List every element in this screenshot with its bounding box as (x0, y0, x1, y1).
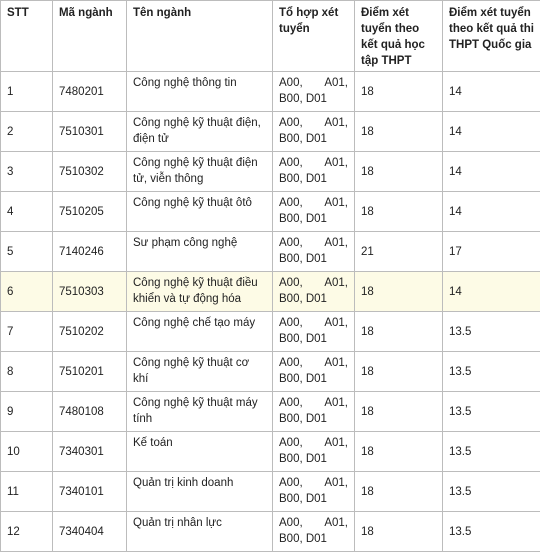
cell-subject-combo (273, 72, 355, 112)
cell-major-code: 7510302 (53, 152, 127, 192)
combo-b: A01, (324, 517, 348, 529)
combo-line-2: B00, D01 (279, 253, 327, 265)
cell-stt: 3 (1, 152, 53, 192)
cell-subject-combo (273, 472, 355, 512)
cell-score-thpt-qg: 14 (443, 272, 540, 312)
cell-major-code: 7340404 (53, 512, 127, 552)
combo-line-2: B00, D01 (279, 533, 327, 545)
header-score-hoc-ba: Điểm xét tuyển theo kết quả học tập THPT (355, 1, 443, 72)
cell-major-code: 7340101 (53, 472, 127, 512)
combo-line-1 (279, 155, 348, 171)
cell-subject-combo (273, 312, 355, 352)
cell-major-name: Công nghệ kỹ thuật cơ khí (127, 352, 273, 392)
table-row (1, 192, 540, 232)
cell-stt: 8 (1, 352, 53, 392)
header-score-thpt-qg: Điểm xét tuyển theo kết quả thi THPT Quốc gia (443, 1, 540, 72)
cell-subject-combo (273, 272, 355, 312)
header-major-code: Mã ngành (53, 1, 127, 72)
combo-a: A00, (279, 357, 303, 369)
cell-subject-combo (273, 512, 355, 552)
cell-score-hoc-ba: 18 (355, 432, 443, 472)
combo-a: A00, (279, 437, 303, 449)
combo-line-2: B00, D01 (279, 213, 327, 225)
combo-line-2: B00, D01 (279, 333, 327, 345)
cell-score-thpt-qg: 14 (443, 192, 540, 232)
cell-score-thpt-qg: 13.5 (443, 472, 540, 512)
cell-stt: 7 (1, 312, 53, 352)
combo-line-1 (279, 275, 348, 291)
cell-score-hoc-ba: 18 (355, 112, 443, 152)
combo-line-1 (279, 355, 348, 371)
cell-score-hoc-ba: 18 (355, 472, 443, 512)
combo-a: A00, (279, 397, 303, 409)
combo-b: A01, (324, 277, 348, 289)
table-row (1, 312, 540, 352)
header-subject-combo: Tổ hợp xét tuyển (273, 1, 355, 72)
combo-a: A00, (279, 477, 303, 489)
cell-stt: 9 (1, 392, 53, 432)
combo-line-2: B00, D01 (279, 373, 327, 385)
combo-line-1 (279, 235, 348, 251)
cell-stt: 12 (1, 512, 53, 552)
cell-subject-combo (273, 192, 355, 232)
table-row (1, 472, 540, 512)
cell-stt: 11 (1, 472, 53, 512)
cell-score-hoc-ba: 18 (355, 312, 443, 352)
table-row (1, 72, 540, 112)
cell-subject-combo (273, 152, 355, 192)
table-row (1, 432, 540, 472)
cell-stt: 5 (1, 232, 53, 272)
combo-a: A00, (279, 277, 303, 289)
table-header (1, 1, 540, 72)
cell-subject-combo (273, 432, 355, 472)
combo-line-1 (279, 115, 348, 131)
cell-major-code: 7480108 (53, 392, 127, 432)
cell-score-thpt-qg: 13.5 (443, 312, 540, 352)
cell-major-code: 7510202 (53, 312, 127, 352)
cell-major-name: Kế toán (127, 432, 273, 472)
table-body (1, 72, 540, 552)
cell-score-thpt-qg: 13.5 (443, 352, 540, 392)
cell-score-hoc-ba: 18 (355, 392, 443, 432)
combo-line-1 (279, 515, 348, 531)
cell-major-code: 7510201 (53, 352, 127, 392)
cell-score-thpt-qg: 13.5 (443, 392, 540, 432)
combo-a: A00, (279, 197, 303, 209)
combo-b: A01, (324, 437, 348, 449)
combo-a: A00, (279, 317, 303, 329)
cell-score-hoc-ba: 21 (355, 232, 443, 272)
cell-major-name: Công nghệ chế tạo máy (127, 312, 273, 352)
combo-b: A01, (324, 117, 348, 129)
cell-major-code: 7510205 (53, 192, 127, 232)
combo-line-1 (279, 475, 348, 491)
combo-a: A00, (279, 157, 303, 169)
combo-line-1 (279, 395, 348, 411)
combo-b: A01, (324, 77, 348, 89)
cell-score-hoc-ba: 18 (355, 152, 443, 192)
combo-b: A01, (324, 477, 348, 489)
cell-subject-combo (273, 112, 355, 152)
cell-major-code: 7510301 (53, 112, 127, 152)
combo-line-1 (279, 315, 348, 331)
combo-line-2: B00, D01 (279, 293, 327, 305)
cell-major-name: Công nghệ kỹ thuật điện, điện tử (127, 112, 273, 152)
table-row (1, 352, 540, 392)
combo-a: A00, (279, 517, 303, 529)
cell-subject-combo (273, 352, 355, 392)
combo-line-2: B00, D01 (279, 493, 327, 505)
cell-score-thpt-qg: 13.5 (443, 432, 540, 472)
cell-score-hoc-ba: 18 (355, 192, 443, 232)
cell-stt: 6 (1, 272, 53, 312)
table-row (1, 272, 540, 312)
combo-line-1 (279, 435, 348, 451)
combo-line-2: B00, D01 (279, 93, 327, 105)
combo-b: A01, (324, 197, 348, 209)
cell-major-name: Quản trị nhân lực (127, 512, 273, 552)
cell-major-code: 7340301 (53, 432, 127, 472)
combo-a: A00, (279, 77, 303, 89)
cell-major-code: 7480201 (53, 72, 127, 112)
header-major-name: Tên ngành (127, 1, 273, 72)
cell-major-name: Công nghệ kỹ thuật điện tử, viễn thông (127, 152, 273, 192)
combo-line-1 (279, 75, 348, 91)
combo-b: A01, (324, 157, 348, 169)
combo-line-2: B00, D01 (279, 453, 327, 465)
cell-stt: 4 (1, 192, 53, 232)
table-row (1, 232, 540, 272)
table-row (1, 112, 540, 152)
table-row (1, 392, 540, 432)
cell-score-thpt-qg: 14 (443, 152, 540, 192)
combo-a: A00, (279, 117, 303, 129)
cell-major-code: 7510303 (53, 272, 127, 312)
cell-stt: 1 (1, 72, 53, 112)
cell-score-thpt-qg: 14 (443, 72, 540, 112)
cell-score-hoc-ba: 18 (355, 512, 443, 552)
cell-score-thpt-qg: 17 (443, 232, 540, 272)
combo-b: A01, (324, 357, 348, 369)
combo-a: A00, (279, 237, 303, 249)
cell-major-name: Công nghệ kỹ thuật ôtô (127, 192, 273, 232)
cell-major-name: Công nghệ thông tin (127, 72, 273, 112)
table-row (1, 152, 540, 192)
header-row (1, 1, 540, 72)
cell-major-name: Công nghệ kỹ thuật điều khiển và tự động hóa (127, 272, 273, 312)
cell-major-name: Quản trị kinh doanh (127, 472, 273, 512)
cell-score-hoc-ba: 18 (355, 272, 443, 312)
cell-score-thpt-qg: 13.5 (443, 512, 540, 552)
cell-score-thpt-qg: 14 (443, 112, 540, 152)
cell-score-hoc-ba: 18 (355, 72, 443, 112)
combo-line-1 (279, 195, 348, 211)
cell-stt: 2 (1, 112, 53, 152)
cell-major-name: Sư phạm công nghệ (127, 232, 273, 272)
cell-stt: 10 (1, 432, 53, 472)
header-stt: STT (1, 1, 53, 72)
combo-line-2: B00, D01 (279, 133, 327, 145)
combo-b: A01, (324, 237, 348, 249)
cell-score-hoc-ba: 18 (355, 352, 443, 392)
combo-b: A01, (324, 317, 348, 329)
combo-line-2: B00, D01 (279, 413, 327, 425)
cell-subject-combo (273, 232, 355, 272)
combo-line-2: B00, D01 (279, 173, 327, 185)
cell-major-code: 7140246 (53, 232, 127, 272)
cell-subject-combo (273, 392, 355, 432)
combo-b: A01, (324, 397, 348, 409)
table-row (1, 512, 540, 552)
cell-major-name: Công nghệ kỹ thuật máy tính (127, 392, 273, 432)
